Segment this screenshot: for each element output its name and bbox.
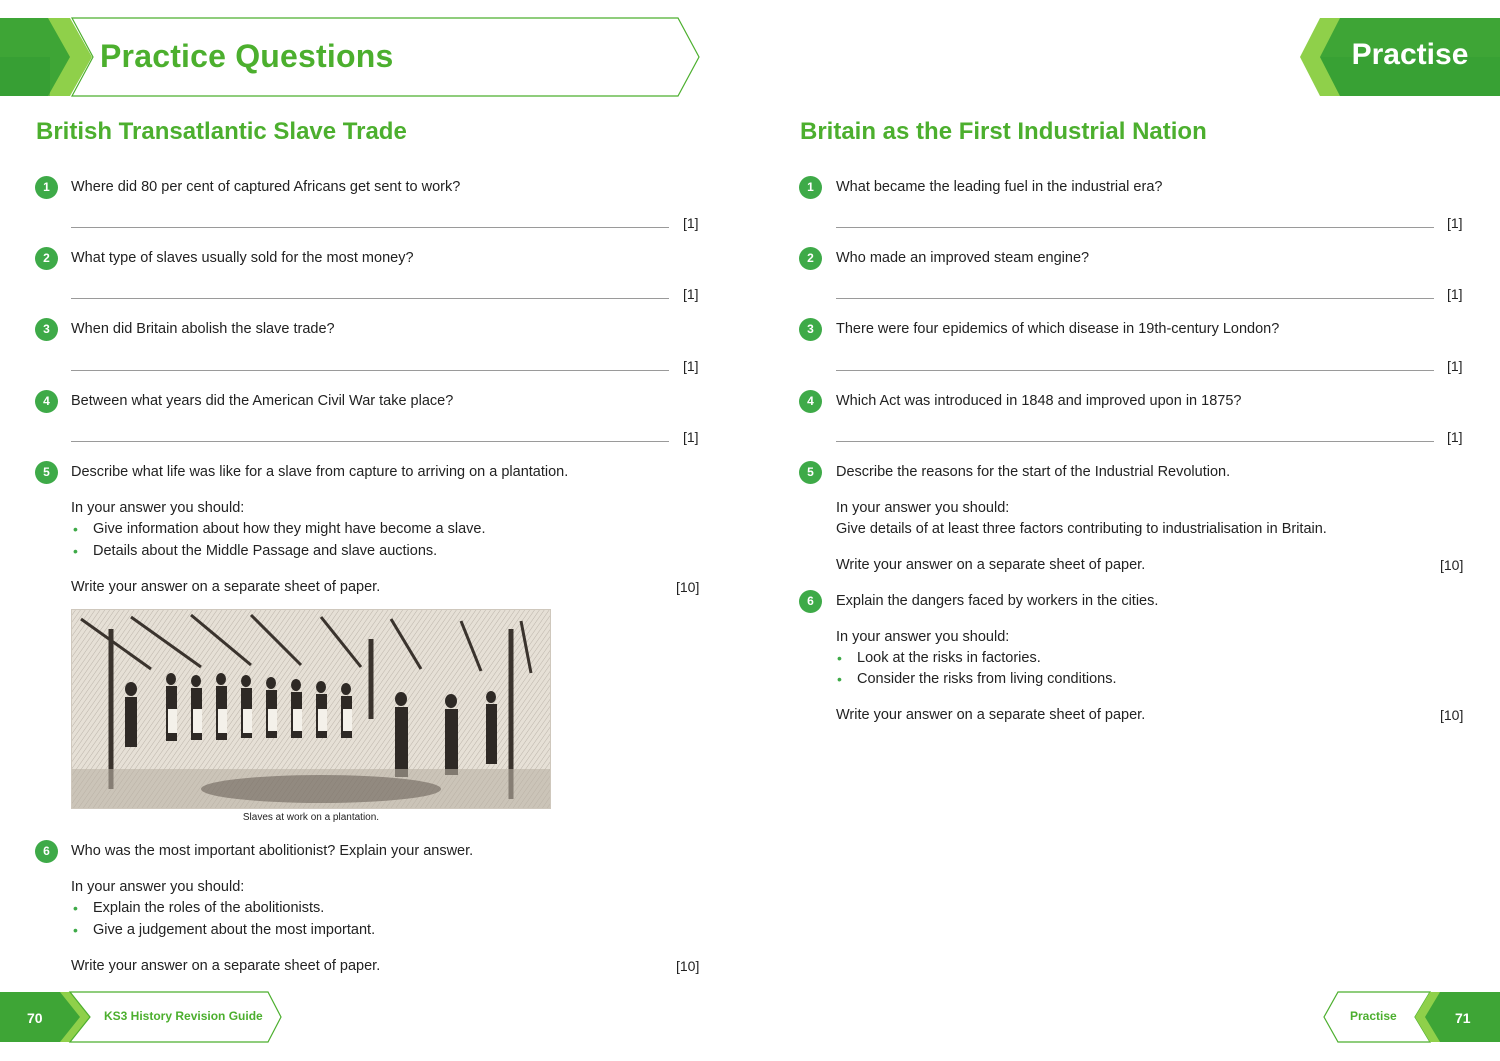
question-text: Who made an improved steam engine? bbox=[836, 250, 1090, 266]
answer-line[interactable] bbox=[71, 370, 669, 371]
write-instruction: Write your answer on a separate sheet of paper. bbox=[836, 557, 1146, 573]
question-number: 4 bbox=[35, 390, 58, 413]
question-text: There were four epidemics of which disease in 19th-century London? bbox=[836, 321, 1280, 337]
question-text: Describe what life was like for a slave from capture to arriving on a plantation. bbox=[71, 464, 569, 480]
bullet-dot: • bbox=[73, 922, 78, 938]
marks: [10] bbox=[1440, 707, 1464, 723]
question-number: 4 bbox=[799, 390, 822, 413]
question-text: What became the leading fuel in the industrial era? bbox=[836, 179, 1163, 195]
question-number: 5 bbox=[35, 461, 58, 484]
page-number-right: 71 bbox=[1455, 1010, 1471, 1026]
answer-line[interactable] bbox=[836, 227, 1434, 228]
plantation-engraving-image bbox=[71, 609, 551, 809]
question-text: Between what years did the American Civil War take place? bbox=[71, 393, 454, 409]
practise-tab: Practise bbox=[1351, 38, 1469, 71]
answer-guidance: In your answer you should: bbox=[71, 879, 245, 895]
bullet-dot: • bbox=[73, 543, 78, 559]
answer-line[interactable] bbox=[71, 227, 669, 228]
answer-guidance: In your answer you should: bbox=[836, 500, 1010, 516]
answer-line[interactable] bbox=[836, 298, 1434, 299]
marks: [1] bbox=[1447, 286, 1463, 302]
answer-guidance: In your answer you should: bbox=[71, 500, 245, 516]
write-instruction: Write your answer on a separate sheet of paper. bbox=[71, 579, 381, 595]
answer-line[interactable] bbox=[836, 441, 1434, 442]
question-text: Which Act was introduced in 1848 and improved upon in 1875? bbox=[836, 393, 1242, 409]
bullet-item: • Explain the roles of the abolitionists. bbox=[73, 900, 325, 916]
marks: [1] bbox=[683, 286, 699, 302]
write-instruction: Write your answer on a separate sheet of paper. bbox=[71, 958, 381, 974]
question-number: 1 bbox=[35, 176, 58, 199]
question-text: Describe the reasons for the start of the Industrial Revolution. bbox=[836, 464, 1231, 480]
marks: [10] bbox=[676, 958, 700, 974]
right-section-title: Britain as the First Industrial Nation bbox=[800, 118, 1207, 145]
marks: [10] bbox=[676, 579, 700, 595]
bullet-item: • Consider the risks from living conditions. bbox=[837, 671, 1117, 687]
bullet-item: • Look at the risks in factories. bbox=[837, 650, 1041, 666]
bullet-dot: • bbox=[73, 900, 78, 916]
answer-line[interactable] bbox=[836, 370, 1434, 371]
footer-book-title: KS3 History Revision Guide bbox=[104, 1009, 263, 1023]
answer-guidance: In your answer you should: bbox=[836, 629, 1010, 645]
image-caption: Slaves at work on a plantation. bbox=[242, 812, 380, 823]
answer-line[interactable] bbox=[71, 441, 669, 442]
question-number: 3 bbox=[35, 318, 58, 341]
question-text: Where did 80 per cent of captured Africans get sent to work? bbox=[71, 179, 461, 195]
bullet-item: • Give a judgement about the most important. bbox=[73, 922, 376, 938]
bullet-dot: • bbox=[73, 521, 78, 537]
write-instruction: Write your answer on a separate sheet of paper. bbox=[836, 707, 1146, 723]
bullet-item: • Details about the Middle Passage and slave auctions. bbox=[73, 543, 438, 559]
question-text: What type of slaves usually sold for the most money? bbox=[71, 250, 414, 266]
bullet-dot: • bbox=[837, 650, 842, 666]
marks: [1] bbox=[1447, 215, 1463, 231]
footer-section-label: Practise bbox=[1350, 1009, 1397, 1023]
bullet-item: • Give information about how they might have become a slave. bbox=[73, 521, 486, 537]
page-number-left: 70 bbox=[27, 1010, 43, 1026]
left-section-title: British Transatlantic Slave Trade bbox=[36, 118, 407, 145]
marks: [1] bbox=[683, 429, 699, 445]
answer-line[interactable] bbox=[71, 298, 669, 299]
marks: [1] bbox=[683, 358, 699, 374]
marks: [1] bbox=[1447, 429, 1463, 445]
question-number: 6 bbox=[799, 590, 822, 613]
question-text: Who was the most important abolitionist? Explain your answer. bbox=[71, 843, 474, 859]
marks: [1] bbox=[1447, 358, 1463, 374]
question-number: 3 bbox=[799, 318, 822, 341]
page-title: Practice Questions bbox=[100, 38, 394, 74]
question-number: 5 bbox=[799, 461, 822, 484]
marks: [10] bbox=[1440, 557, 1464, 573]
answer-detail: Give details of at least three factors contributing to industrialisation in Britain. bbox=[836, 521, 1327, 537]
question-number: 1 bbox=[799, 176, 822, 199]
question-number: 2 bbox=[799, 247, 822, 270]
question-number: 2 bbox=[35, 247, 58, 270]
marks: [1] bbox=[683, 215, 699, 231]
bullet-dot: • bbox=[837, 671, 842, 687]
question-text: When did Britain abolish the slave trade? bbox=[71, 321, 335, 337]
question-number: 6 bbox=[35, 840, 58, 863]
question-text: Explain the dangers faced by workers in the cities. bbox=[836, 593, 1159, 609]
